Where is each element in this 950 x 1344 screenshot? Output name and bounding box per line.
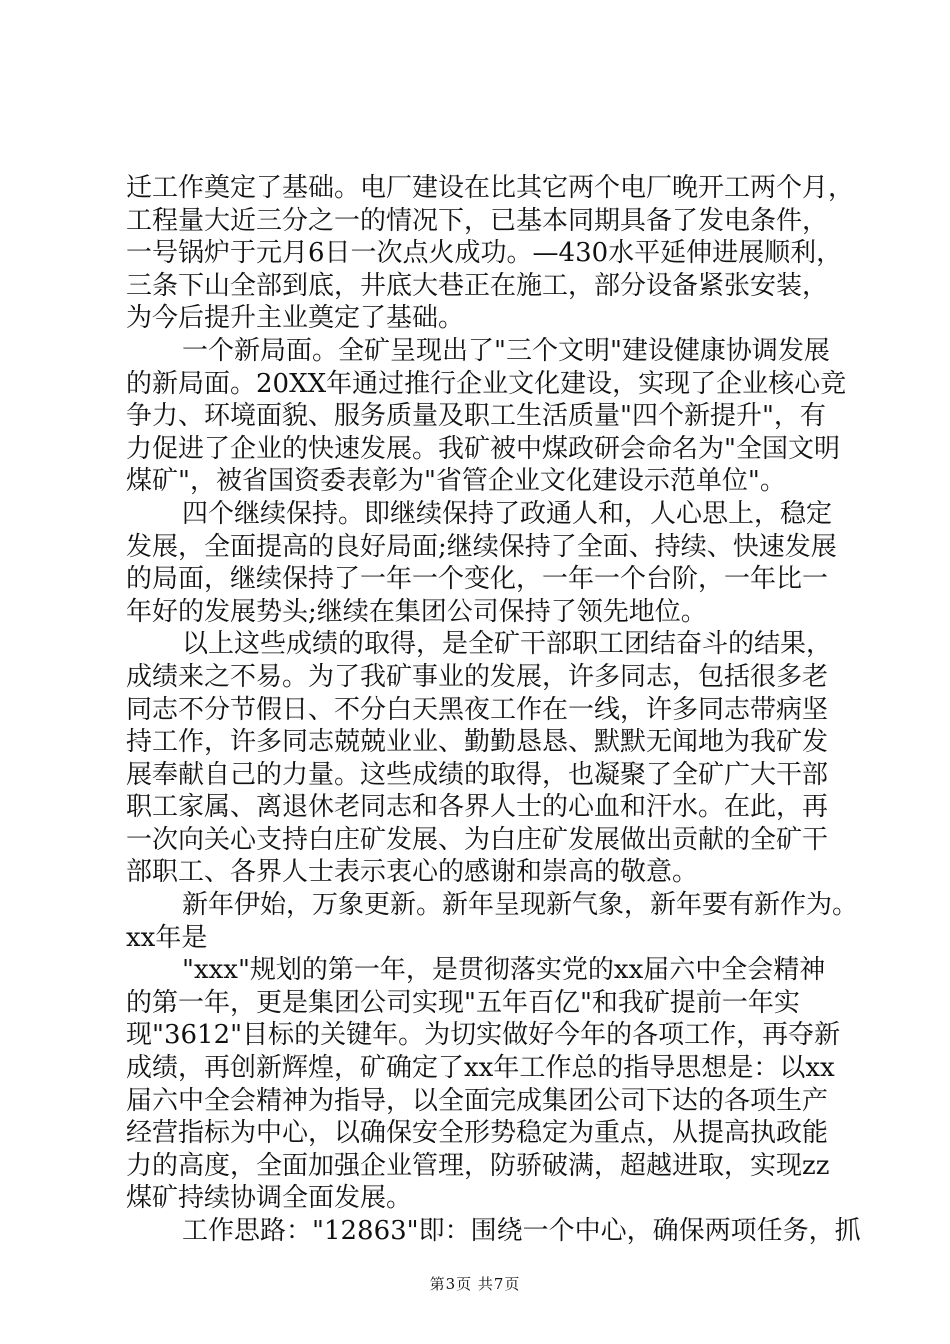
text-line: 为今后提升主业奠定了基础。 <box>126 303 465 334</box>
text-line: "xxx"规划的第一年，是贯彻落实党的xx届六中全会精神 <box>182 955 826 986</box>
text-line: 的新局面。20XX年通过推行企业文化建设，实现了企业核心竞 <box>126 368 847 399</box>
text-line: 同志不分节假日、不分白天黑夜工作在一线，许多同志带病坚 <box>126 694 829 725</box>
text-line: 持工作，许多同志兢兢业业、勤勤恳恳、默默无闻地为我矿发 <box>126 727 829 758</box>
text-line: 的局面，继续保持了一年一个变化，一年一个台阶，一年比一 <box>126 564 829 595</box>
text-line: 成绩，再创新辉煌，矿确定了xx年工作总的指导思想是：以xx <box>126 1053 835 1084</box>
text-line: 的第一年，更是集团公司实现"五年百亿"和我矿提前一年实 <box>126 987 800 1018</box>
text-line: 年好的发展势头;继续在集团公司保持了领先地位。 <box>126 596 707 627</box>
paragraph-5 <box>126 889 859 954</box>
paragraph-6 <box>126 954 846 1215</box>
text-line: 力的高度，全面加强企业管理，防骄破满，超越进取，实现zz <box>126 1150 830 1181</box>
text-line: 发展，全面提高的良好局面;继续保持了全面、持续、快速发展 <box>126 531 837 562</box>
text-line: 一号锅炉于元月6日一次点火成功。—430水平延伸进展顺利， <box>126 238 843 269</box>
text-line: xx年是 <box>126 922 208 953</box>
document-body <box>126 172 861 1248</box>
text-line: 三条下山全部到底，井底大巷正在施工，部分设备紧张安装， <box>126 270 829 301</box>
text-line: 四个继续保持。即继续保持了政通人和，人心思上，稳定 <box>182 498 833 529</box>
text-line: 工作思路："12863"即：围绕一个中心，确保两项任务，抓 <box>182 1216 861 1246</box>
text-line: 力促进了企业的快速发展。我矿被中煤政研会命名为"全国文明 <box>126 433 840 464</box>
text-line: 一次向关心支持白庄矿发展、为白庄矿发展做出贡献的全矿干 <box>126 824 829 855</box>
text-line: 迁工作奠定了基础。电厂建设在比其它两个电厂晚开工两个月， <box>126 173 855 203</box>
paragraph-2 <box>126 335 846 498</box>
text-line: 争力、环境面貌、服务质量及职工生活质量"四个新提升"，有 <box>126 401 826 432</box>
paragraph-4 <box>126 628 846 889</box>
text-line: 一个新局面。全矿呈现出了"三个文明"建设健康协调发展 <box>182 335 830 366</box>
text-line: 煤矿"，被省国资委表彰为"省管企业文化建设示范单位"。 <box>126 466 786 497</box>
text-line: 新年伊始，万象更新。新年呈现新气象，新年要有新作为。 <box>182 890 859 921</box>
text-line: 现"3612"目标的关键年。为切实做好今年的各项工作，再夺新 <box>126 1020 841 1051</box>
text-line: 以上这些成绩的取得，是全矿干部职工团结奋斗的结果， <box>182 629 833 660</box>
text-line: 展奉献自己的力量。这些成绩的取得，也凝聚了全矿广大干部 <box>126 759 829 790</box>
text-line: 煤矿持续协调全面发展。 <box>126 1183 413 1214</box>
text-line: 部职工、各界人士表示衷心的感谢和崇高的敬意。 <box>126 857 699 888</box>
paragraph-7 <box>126 1215 861 1248</box>
text-line: 成绩来之不易。为了我矿事业的发展，许多同志，包括很多老 <box>126 661 829 692</box>
paragraph-1 <box>126 172 855 335</box>
text-line: 经营指标为中心，以确保安全形势稳定为重点，从提高执政能 <box>126 1118 829 1149</box>
text-line: 届六中全会精神为指导，以全面完成集团公司下达的各项生产 <box>126 1085 829 1116</box>
paragraph-3 <box>126 498 846 628</box>
page-number-footer: 第3页 共7页 <box>429 1275 521 1293</box>
text-line: 工程量大近三分之一的情况下，已基本同期具备了发电条件， <box>126 205 829 236</box>
text-line: 职工家属、离退休老同志和各界人士的心血和汗水。在此，再 <box>126 792 829 823</box>
